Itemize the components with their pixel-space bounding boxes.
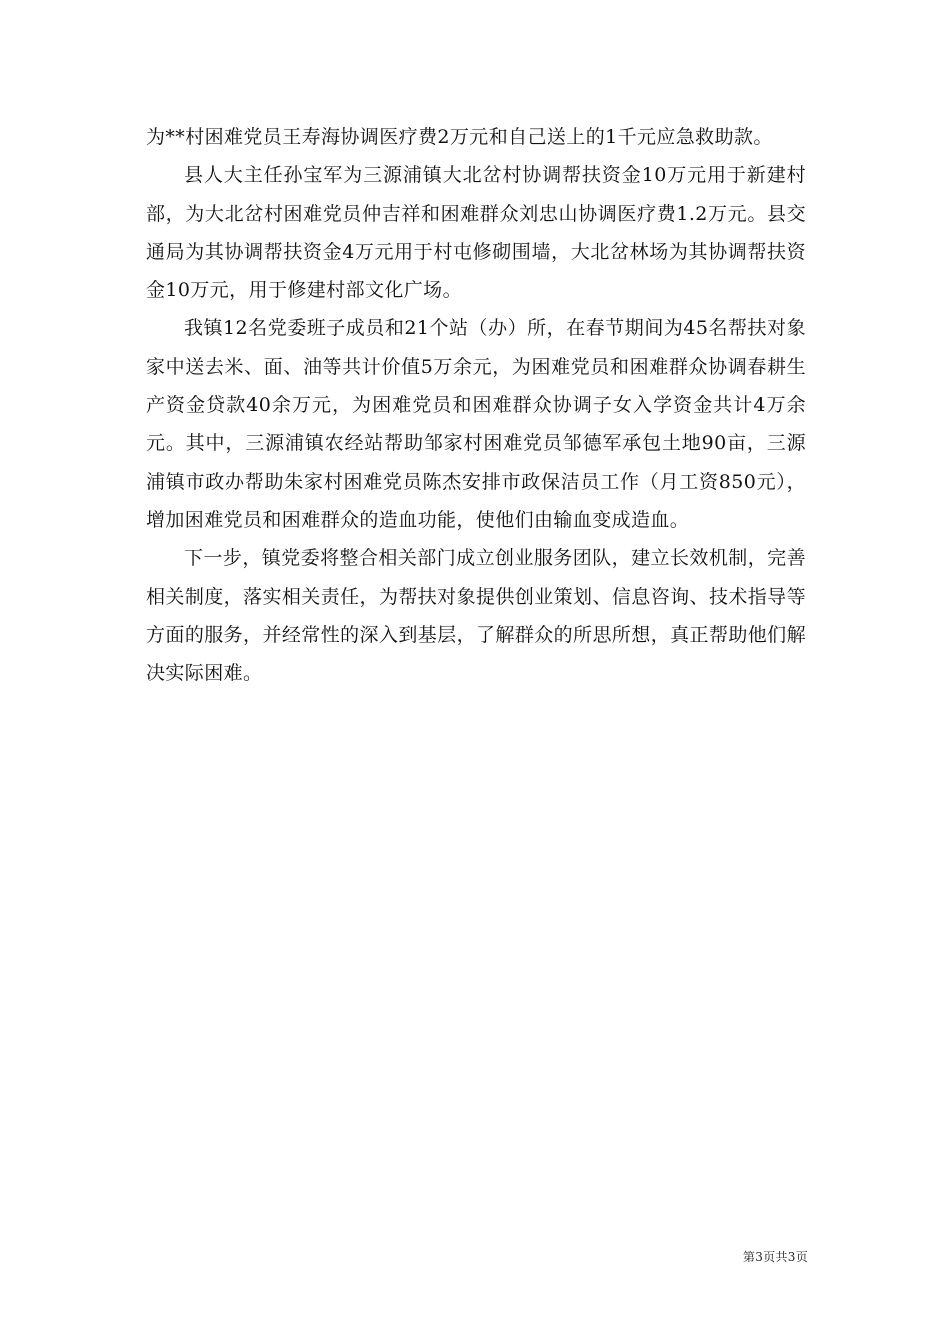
page-number-footer: 第3页共3页 <box>742 1250 808 1264</box>
paragraph-3: 我镇12名党委班子成员和21个站（办）所，在春节期间为45名帮扶对象家中送去米、面、油等共计价值5万余元，为困难党员和困难群众协调春耕生产资金贷款40余万元，为困难党员和困难群众协调子女入学资金共计4万余元。其中，三源浦镇农经站帮助邹家村困难党员邹德军承包土地90亩，三源浦镇市政办帮助朱家村困难党员陈杰安排市政保洁员工作（月工资850元），增加困难党员和困难群众的造血功能，使他们由输血变成造血。 <box>146 317 806 531</box>
paragraph-2: 县人大主任孙宝军为三源浦镇大北岔村协调帮扶资金10万元用于新建村部，为大北岔村困难党员仲吉祥和困难群众刘忠山协调医疗费1.2万元。县交通局为其协调帮扶资金4万元用于村屯修砌围墙，大北岔林场为其协调帮扶资金10万元，用于修建村部文化广场。 <box>146 164 806 302</box>
paragraph-4: 下一步，镇党委将整合相关部门成立创业服务团队，建立长效机制，完善相关制度，落实相关责任，为帮扶对象提供创业策划、信息咨询、技术指导等方面的服务，并经常性的深入到基层，了解群众的所思所想，真正帮助他们解决实际困难。 <box>146 547 806 685</box>
document-body <box>146 118 806 692</box>
paragraph-1: 为**村困难党员王寿海协调医疗费2万元和自己送上的1千元应急救助款。 <box>146 126 773 148</box>
